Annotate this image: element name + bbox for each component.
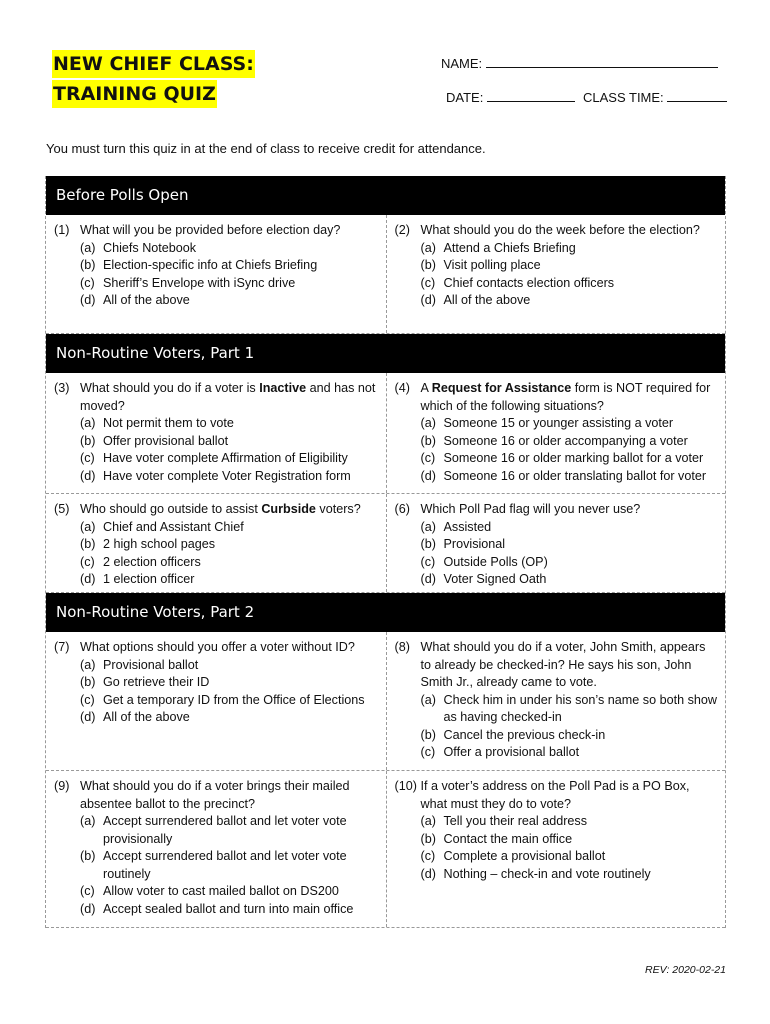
option-text: Cancel the previous check-in (443, 727, 606, 742)
question-stem (54, 380, 378, 415)
option-text: 2 high school pages (103, 537, 216, 551)
answer-option[interactable] (421, 275, 718, 293)
answer-option[interactable] (421, 292, 718, 310)
option-letter: (b) (420, 433, 436, 448)
option-letter: (a) (80, 814, 96, 828)
question-9 (46, 771, 386, 927)
option-letter: (c) (80, 554, 95, 569)
option-letter: (a) (80, 416, 96, 430)
answer-options (421, 415, 718, 485)
option-letter: (d) (80, 710, 96, 724)
question-text: If a voter’s address on the Poll Pad is a PO Box, what must they do to vote? (420, 779, 690, 811)
option-letter: (a) (420, 692, 436, 707)
question-text: What should you do the week before the election? (420, 223, 700, 237)
title-line-2: TRAINING QUIZ (52, 80, 217, 108)
option-letter: (c) (420, 451, 436, 465)
option-text: Tell you their real address (443, 814, 587, 828)
date-field[interactable] (446, 90, 575, 105)
option-letter: (d) (80, 293, 96, 307)
option-letter: (d) (80, 901, 96, 916)
section-header: Before Polls Open (46, 176, 725, 215)
answer-option[interactable] (421, 727, 718, 745)
question-8 (386, 632, 726, 770)
question-stem (395, 778, 718, 813)
option-text: Go retrieve their ID (103, 675, 210, 689)
option-letter: (c) (80, 884, 95, 898)
question-4 (386, 373, 726, 493)
question-text-emphasis: Curbside (261, 502, 316, 516)
question-number: (10) (394, 779, 417, 793)
question-stem (54, 222, 378, 240)
answer-options (421, 813, 718, 883)
question-text-emphasis: Inactive (259, 381, 307, 395)
answer-options (80, 519, 378, 589)
option-letter: (c) (420, 275, 436, 290)
question-stem (395, 380, 718, 415)
option-text: Chiefs Notebook (103, 240, 197, 255)
question-text (80, 380, 378, 415)
question-text-emphasis: Request for Assistance (431, 381, 572, 395)
question-6 (386, 494, 726, 592)
answer-option[interactable] (80, 901, 378, 919)
question-text-part: Who should go outside to assist (80, 502, 262, 516)
option-letter: (b) (80, 675, 96, 689)
option-text: Voter Signed Oath (443, 572, 547, 586)
question-text: What will you be provided before election day? (80, 223, 341, 237)
answer-option[interactable] (421, 450, 718, 468)
option-letter: (a) (80, 657, 96, 672)
option-text: Get a temporary ID from the Office of Elections (103, 692, 365, 707)
question-text: What should you do if a voter brings their mailed absentee ballot to the precinct? (80, 779, 350, 811)
answer-option[interactable] (80, 709, 378, 727)
answer-option[interactable] (421, 554, 718, 572)
answer-option[interactable] (421, 866, 718, 884)
question-number: (6) (394, 502, 410, 516)
question-number: (5) (54, 502, 70, 516)
question-5 (46, 494, 386, 592)
name-label: NAME: (441, 56, 483, 71)
quiz-body (45, 176, 726, 928)
option-letter: (d) (420, 468, 436, 483)
option-letter: (c) (80, 692, 95, 707)
option-text: Have voter complete Voter Registration form (103, 468, 351, 483)
option-text: Provisional (443, 537, 506, 551)
question-1 (46, 215, 386, 333)
option-letter: (b) (80, 433, 96, 448)
question-number: (8) (394, 640, 410, 654)
option-text: 1 election officer (103, 572, 195, 586)
question-text: What options should you offer a voter without ID? (80, 640, 355, 654)
title-line-1: NEW CHIEF CLASS: (52, 50, 255, 78)
question-row (46, 215, 725, 334)
option-text: Chief and Assistant Chief (103, 519, 244, 534)
answer-option[interactable] (421, 848, 718, 866)
answer-option[interactable] (421, 415, 718, 433)
question-10 (386, 771, 726, 927)
section-header: Non-Routine Voters, Part 2 (46, 593, 725, 632)
option-text: Someone 16 or older accompanying a voter (443, 433, 688, 448)
answer-option[interactable] (80, 433, 378, 451)
option-text: Offer provisional ballot (103, 433, 229, 448)
question-number: (7) (54, 640, 70, 654)
intro-text: You must turn this quiz in at the end of class to receive credit for attendance. (46, 141, 486, 156)
option-text: Accept surrendered ballot and let voter vote routinely (103, 849, 347, 881)
answer-option[interactable] (421, 536, 718, 554)
question-number: (2) (394, 223, 410, 237)
question-stem (54, 778, 378, 813)
answer-option[interactable] (421, 571, 718, 589)
answer-option[interactable] (421, 744, 718, 762)
option-letter: (a) (420, 519, 436, 534)
option-text: Nothing – check-in and vote routinely (443, 866, 651, 881)
option-text: Provisional ballot (103, 657, 199, 672)
answer-option[interactable] (80, 657, 378, 675)
question-row (46, 632, 725, 771)
option-letter: (b) (420, 727, 436, 742)
option-letter: (b) (420, 831, 436, 846)
option-text: Attend a Chiefs Briefing (443, 240, 576, 255)
option-text: Visit polling place (443, 258, 541, 272)
answer-option[interactable] (421, 433, 718, 451)
answer-option[interactable] (80, 519, 378, 537)
answer-option[interactable] (80, 848, 378, 883)
option-letter: (d) (80, 572, 96, 586)
option-letter: (c) (420, 849, 436, 863)
question-row (46, 494, 725, 593)
option-letter: (b) (420, 258, 436, 272)
option-text: Complete a provisional ballot (443, 849, 606, 863)
name-field[interactable] (441, 56, 718, 71)
answer-options (421, 240, 718, 310)
question-stem (395, 501, 718, 519)
class-time-label: CLASS TIME: (583, 90, 664, 105)
answer-option[interactable] (421, 692, 718, 727)
option-letter: (b) (80, 849, 96, 863)
option-letter: (c) (420, 745, 436, 759)
date-label: DATE: (446, 90, 484, 105)
question-text (80, 501, 378, 519)
answer-option[interactable] (80, 450, 378, 468)
answer-option[interactable] (421, 468, 718, 486)
option-text: All of the above (103, 293, 190, 307)
option-text: Check him in under his son’s name so both show as having checked-in (443, 692, 717, 724)
answer-option[interactable] (80, 674, 378, 692)
option-letter: (c) (80, 451, 95, 465)
option-letter: (d) (80, 468, 96, 483)
answer-option[interactable] (80, 554, 378, 572)
option-text: Not permit them to vote (103, 416, 234, 430)
option-text: Assisted (443, 519, 492, 534)
answer-option[interactable] (80, 257, 378, 275)
question-number: (9) (54, 779, 70, 793)
question-7 (46, 632, 386, 770)
option-letter: (b) (420, 537, 436, 551)
option-text: Offer a provisional ballot (443, 745, 580, 759)
question-2 (386, 215, 726, 333)
answer-options (80, 415, 378, 485)
revision-label: REV: 2020-02-21 (645, 964, 726, 976)
question-text (421, 380, 718, 415)
question-text-part: What should you do if a voter is (80, 381, 260, 395)
answer-option[interactable] (421, 257, 718, 275)
answer-option[interactable] (80, 692, 378, 710)
question-text: What should you do if a voter, John Smith, appears to already be checked-in? He says his son, John Smith Jr., already came to vote. (420, 640, 706, 689)
name-line[interactable] (486, 67, 718, 68)
answer-option[interactable] (80, 883, 378, 901)
question-text-part: A (420, 381, 432, 395)
option-letter: (b) (80, 537, 96, 551)
answer-option[interactable] (421, 831, 718, 849)
question-text-part: voters? (315, 502, 361, 516)
option-letter: (a) (420, 814, 436, 828)
option-text: Accept surrendered ballot and let voter vote provisionally (103, 814, 347, 846)
question-stem (395, 639, 718, 692)
answer-options (80, 657, 378, 727)
option-text: Someone 16 or older translating ballot for voter (443, 468, 707, 483)
option-text: Contact the main office (443, 831, 573, 846)
option-text: Election-specific info at Chiefs Briefing (103, 258, 318, 272)
question-3 (46, 373, 386, 493)
answer-option[interactable] (80, 571, 378, 589)
question-row (46, 373, 725, 494)
answer-options (80, 813, 378, 918)
answer-option[interactable] (80, 813, 378, 848)
answer-option[interactable] (421, 519, 718, 537)
question-number: (4) (394, 381, 410, 395)
answer-option[interactable] (80, 292, 378, 310)
answer-options (80, 240, 378, 310)
option-letter: (d) (420, 293, 436, 307)
answer-options (421, 519, 718, 589)
option-text: Accept sealed ballot and turn into main office (103, 901, 354, 916)
answer-option[interactable] (80, 415, 378, 433)
option-letter: (b) (80, 258, 96, 272)
answer-option[interactable] (80, 468, 378, 486)
class-time-line[interactable] (667, 101, 727, 102)
section-header: Non-Routine Voters, Part 1 (46, 334, 725, 373)
option-text: Sheriff’s Envelope with iSync drive (103, 275, 296, 290)
option-letter: (c) (420, 554, 436, 569)
answer-option[interactable] (80, 240, 378, 258)
option-letter: (a) (80, 240, 96, 255)
question-text-part: form is NOT required for which of the following situations? (420, 381, 711, 413)
answer-option[interactable] (421, 813, 718, 831)
question-number: (1) (54, 223, 70, 237)
option-text: Chief contacts election officers (443, 275, 615, 290)
answer-option[interactable] (80, 275, 378, 293)
quiz-title (52, 50, 255, 110)
option-text: All of the above (443, 293, 531, 307)
answer-option[interactable] (80, 536, 378, 554)
question-stem (395, 222, 718, 240)
option-text: Someone 16 or older marking ballot for a voter (443, 451, 704, 465)
option-letter: (d) (420, 572, 436, 586)
answer-options (421, 692, 718, 762)
option-text: 2 election officers (103, 554, 201, 569)
class-time-field[interactable] (583, 90, 727, 105)
option-text: Outside Polls (OP) (443, 554, 548, 569)
question-stem (54, 639, 378, 657)
question-stem (54, 501, 378, 519)
question-text-part: and has not moved? (80, 381, 376, 413)
question-number: (3) (54, 381, 70, 395)
option-text: All of the above (103, 710, 190, 724)
option-text: Have voter complete Affirmation of Eligibility (103, 451, 348, 465)
date-line[interactable] (487, 101, 575, 102)
option-letter: (c) (80, 275, 95, 290)
question-row (46, 771, 725, 928)
option-text: Allow voter to cast mailed ballot on DS200 (103, 884, 339, 898)
option-letter: (a) (420, 416, 436, 430)
option-letter: (d) (420, 866, 436, 881)
option-letter: (a) (420, 240, 436, 255)
answer-option[interactable] (421, 240, 718, 258)
option-letter: (a) (80, 519, 96, 534)
question-text: Which Poll Pad flag will you never use? (420, 502, 641, 516)
option-text: Someone 15 or younger assisting a voter (443, 416, 674, 430)
